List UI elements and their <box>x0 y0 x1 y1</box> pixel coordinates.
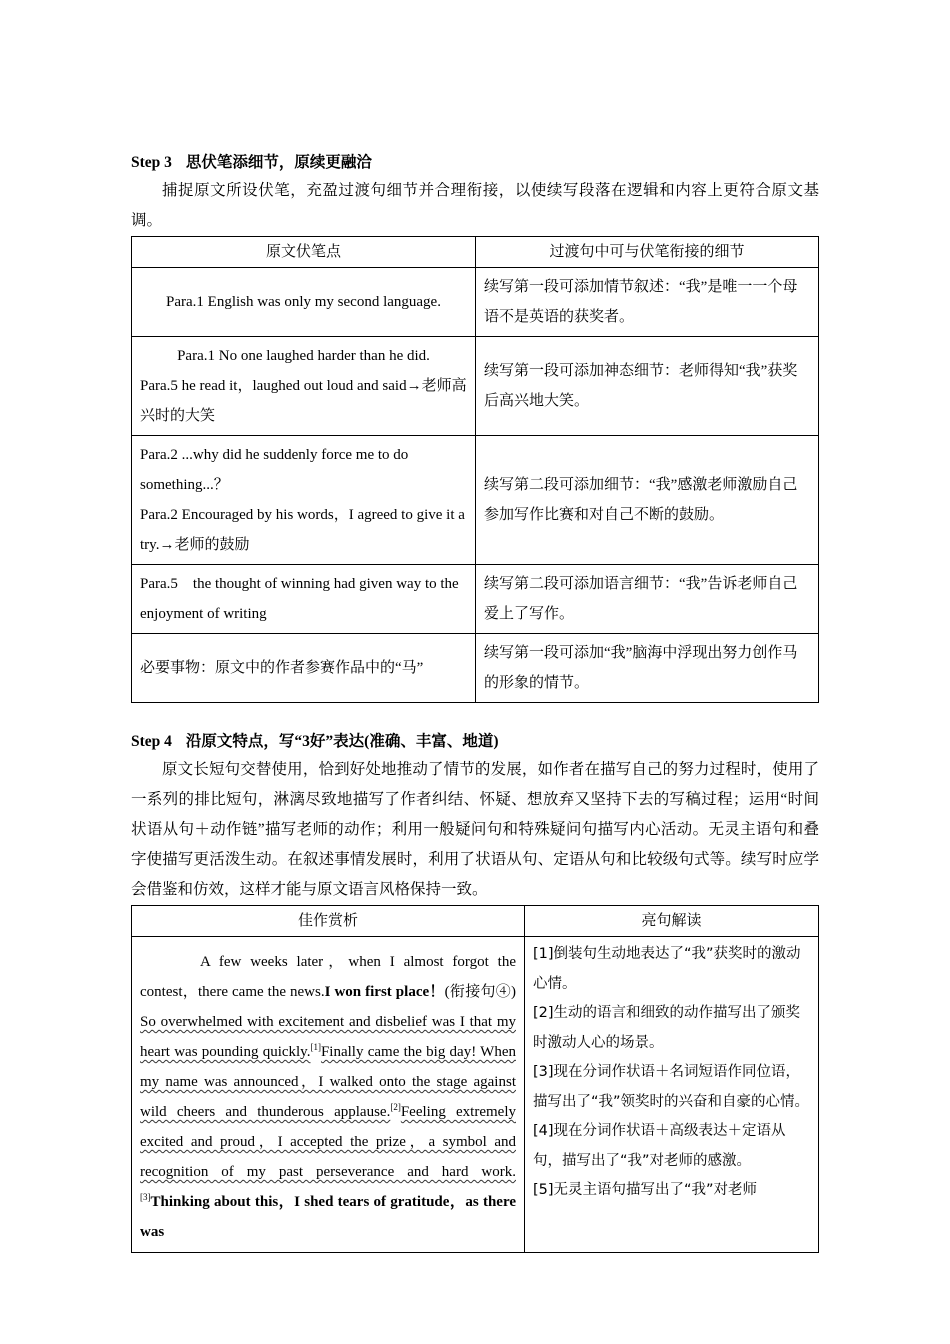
foreshadow-cell: 必要事物：原文中的作者参赛作品中的“马” <box>132 634 476 703</box>
essay-sentence-bold: I won first place！ <box>324 984 445 1000</box>
table-row <box>132 565 819 634</box>
document-page <box>131 150 819 1253</box>
note-item: [2]生动的语言和细致的动作描写出了颁奖时激动人心的场景。 <box>533 1005 801 1051</box>
essay-sentence: A few weeks later，when I almost forgot the contest，there came the news. <box>140 954 516 1000</box>
foreshadow-text: Para.5 he read it，laughed out loud and said→老师高兴时的大笑 <box>140 378 467 424</box>
foreshadow-text: Para.1 No one laughed harder than he did. <box>177 348 430 364</box>
detail-cell: 续写第二段可添加语言细节：“我”告诉老师自己爱上了写作。 <box>476 565 819 634</box>
foreshadow-cell <box>132 268 476 337</box>
highlight-sentence-3: Feeling extremely excited and proud，I accepted the prize，a symbol and recognition of my past perseverance and hard work. <box>140 1104 516 1180</box>
transition-marker: (衔接句④) <box>444 984 516 1000</box>
header-foreshadow: 原文伏笔点 <box>132 237 476 268</box>
note-marker-1: [1] <box>310 1042 321 1052</box>
note-item: [5]无灵主语句描写出了“我”对老师 <box>533 1182 758 1198</box>
detail-cell: 续写第一段可添加情节叙述：“我”是唯一一个母语不是英语的获奖者。 <box>476 268 819 337</box>
foreshadow-text: Para.2 Encouraged by his words，I agreed to give it a try.→老师的鼓励 <box>140 507 465 553</box>
appreciation-table <box>131 905 819 1253</box>
highlight-sentence-1: So overwhelmed with excitement and disbelief was I that my heart was pounding quickly. <box>140 1014 516 1060</box>
detail-cell: 续写第一段可添加“我”脑海中浮现出努力创作马的形象的情节。 <box>476 634 819 703</box>
step4-heading <box>131 729 819 755</box>
step3-intro: 捕捉原文所设伏笔，充盈过渡句细节并合理衔接，以使续写段落在逻辑和内容上更符合原文基调。 <box>131 182 819 229</box>
foreshadow-cell <box>132 337 476 436</box>
step4-label: Step 4 <box>131 733 172 750</box>
table-row <box>132 634 819 703</box>
foreshadow-table <box>131 236 819 703</box>
table-header-row <box>132 237 819 268</box>
header-transition-detail: 过渡句中可与伏笔衔接的细节 <box>476 237 819 268</box>
foreshadow-text: Para.2 ...why did he suddenly force me to do something...？ <box>140 447 409 493</box>
foreshadow-cell <box>132 436 476 565</box>
table-row <box>132 937 819 1253</box>
detail-cell: 续写第二段可添加细节：“我”感激老师激励自己参加写作比赛和对自己不断的鼓励。 <box>476 436 819 565</box>
note-marker-3: [3] <box>140 1192 151 1202</box>
detail-cell: 续写第一段可添加神态细节：老师得知“我”获奖后高兴地大笑。 <box>476 337 819 436</box>
table-row <box>132 337 819 436</box>
table-header-row <box>132 906 819 937</box>
step3-label: Step 3 <box>131 154 172 171</box>
header-highlight: 亮句解读 <box>525 906 819 937</box>
step3-title: 思伏笔添细节，原续更融洽 <box>185 154 372 171</box>
step4-intro: 原文长短句交替使用，恰到好处地推动了情节的发展，如作者在描写自己的努力过程时，使用了一系列的排比短句，淋漓尽致地描写了作者纠结、怀疑、想放弃又坚持下去的写稿过程；运用“时间状语从句＋动作链”描写老师的动作；利用一般疑问句和特殊疑问句描写内心活动。无灵主语句和叠字使描写更活泼生动。在叙述事情发展时，利用了状语从句、定语从句和比较级句式等。续写时应学会借鉴和仿效，这样才能与原文语言风格保持一致。 <box>131 761 819 898</box>
header-essay: 佳作赏析 <box>132 906 525 937</box>
essay-cell <box>132 937 525 1253</box>
table-row <box>132 268 819 337</box>
notes-cell <box>525 937 819 1253</box>
step3-heading <box>131 150 819 176</box>
step4-title: 沿原文特点，写“3好”表达(准确、丰富、地道) <box>185 733 499 750</box>
foreshadow-text: Para.1 English was only my second language. <box>166 294 441 310</box>
note-item: [3]现在分词作状语＋名词短语作同位语，描写出了“我”领奖时的兴奋和自豪的心情。 <box>533 1064 810 1110</box>
highlight-sentence-4: Thinking about this，I shed tears of gratitude，as there was <box>140 1194 516 1240</box>
note-item: [1]倒装句生动地表达了“我”获奖时的激动心情。 <box>533 946 801 992</box>
note-marker-2: [2] <box>390 1102 401 1112</box>
foreshadow-cell: Para.5 the thought of winning had given way to the enjoyment of writing <box>132 565 476 634</box>
note-item: [4]现在分词作状语＋高级表达＋定语从句，描写出了“我”对老师的感激。 <box>533 1123 786 1169</box>
table-row <box>132 436 819 565</box>
highlight-sentence-2: Finally came the big day! When my name was announced，I walked onto the stage against wild cheers and thunderous applause. <box>140 1044 516 1120</box>
